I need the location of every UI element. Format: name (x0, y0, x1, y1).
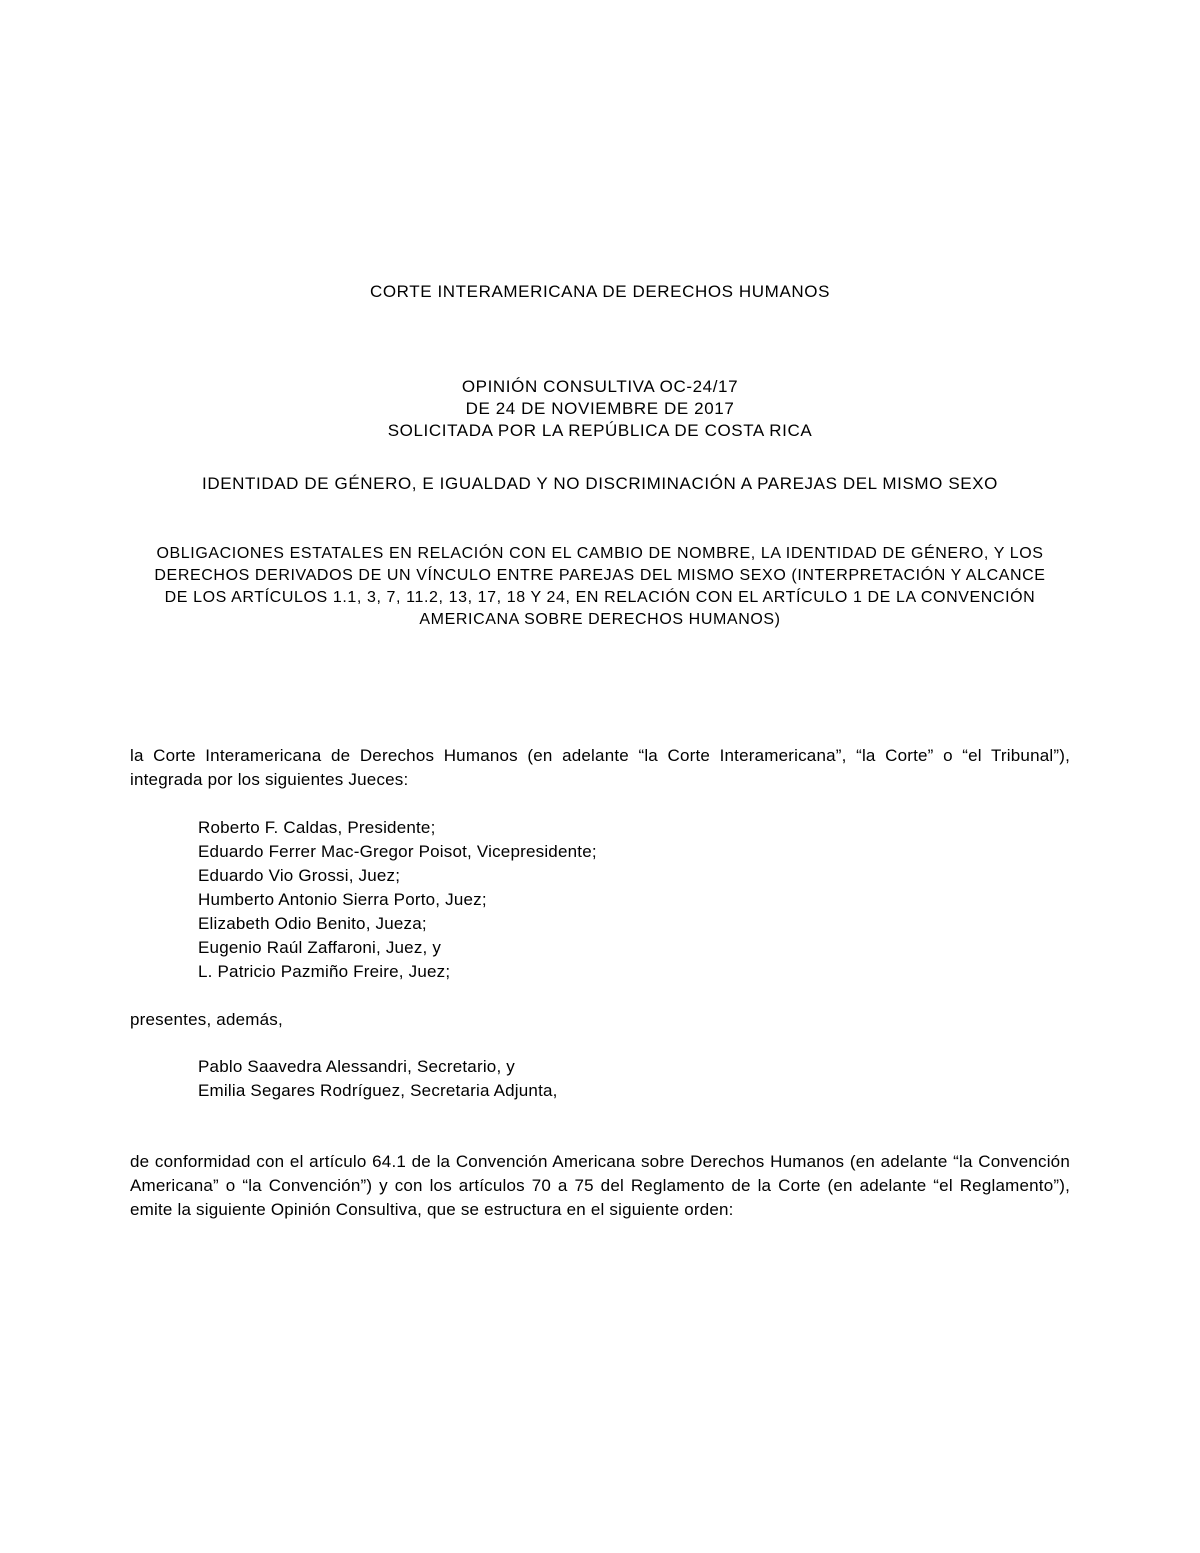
secretaries-list (198, 1055, 558, 1103)
opinion-date: DE 24 DE NOVIEMBRE DE 2017 (465, 399, 735, 418)
judge-item: Eugenio Raúl Zaffaroni, Juez, y (198, 938, 442, 957)
judge-item: Eduardo Vio Grossi, Juez; (198, 866, 401, 885)
presentes-line: presentes, además, (130, 1010, 283, 1029)
opinion-heading (0, 376, 1200, 442)
judges-list (198, 816, 597, 984)
secretary-item: Emilia Segares Rodríguez, Secretaria Adjunta, (198, 1081, 558, 1100)
secretary-item: Pablo Saavedra Alessandri, Secretario, y (198, 1057, 516, 1076)
judge-item: Humberto Antonio Sierra Porto, Juez; (198, 890, 487, 909)
judge-item: Roberto F. Caldas, Presidente; (198, 818, 436, 837)
intro-paragraph: la Corte Interamericana de Derechos Humanos (en adelante “la Corte Interamericana”, “la Corte” o “el Tribunal”), integrada por los siguientes Jueces: (130, 746, 1070, 789)
judge-item: Elizabeth Odio Benito, Jueza; (198, 914, 427, 933)
opinion-requested-by: SOLICITADA POR LA REPÚBLICA DE COSTA RICA (387, 421, 813, 440)
closing-paragraph: de conformidad con el artículo 64.1 de la Convención Americana sobre Derechos Humanos (en adelante “la Convención Americana” o “la Convención”) y con los artículos 70 a 75 del Reglamento de la Corte (en adelante “el Reglamento”), emite la siguiente Opinión Consultiva, que se estructura en el siguiente orden: (130, 1152, 1070, 1219)
judge-item: Eduardo Ferrer Mac-Gregor Poisot, Vicepresidente; (198, 842, 597, 861)
judge-item: L. Patricio Pazmiño Freire, Juez; (198, 962, 451, 981)
court-name: CORTE INTERAMERICANA DE DERECHOS HUMANOS (369, 282, 831, 301)
subject-subtitle: OBLIGACIONES ESTATALES EN RELACIÓN CON EL CAMBIO DE NOMBRE, LA IDENTIDAD DE GÉNERO, Y LOS DERECHOS DERIVADOS DE UN VÍNCULO ENTRE PAREJAS DEL MISMO SEXO (INTERPRETACIÓN Y ALCANCE DE LOS ARTÍCULOS 1.1, 3, 7, 11.2, 13, 17, 18 Y 24, EN RELACIÓN CON EL ARTÍCULO 1 DE LA CONVENCIÓN AMERICANA SOBRE DERECHOS HUMANOS) (154, 545, 1046, 628)
subject-title: IDENTIDAD DE GÉNERO, E IGUALDAD Y NO DISCRIMINACIÓN A PAREJAS DEL MISMO SEXO (202, 474, 998, 493)
opinion-title: OPINIÓN CONSULTIVA OC-24/17 (461, 377, 739, 396)
